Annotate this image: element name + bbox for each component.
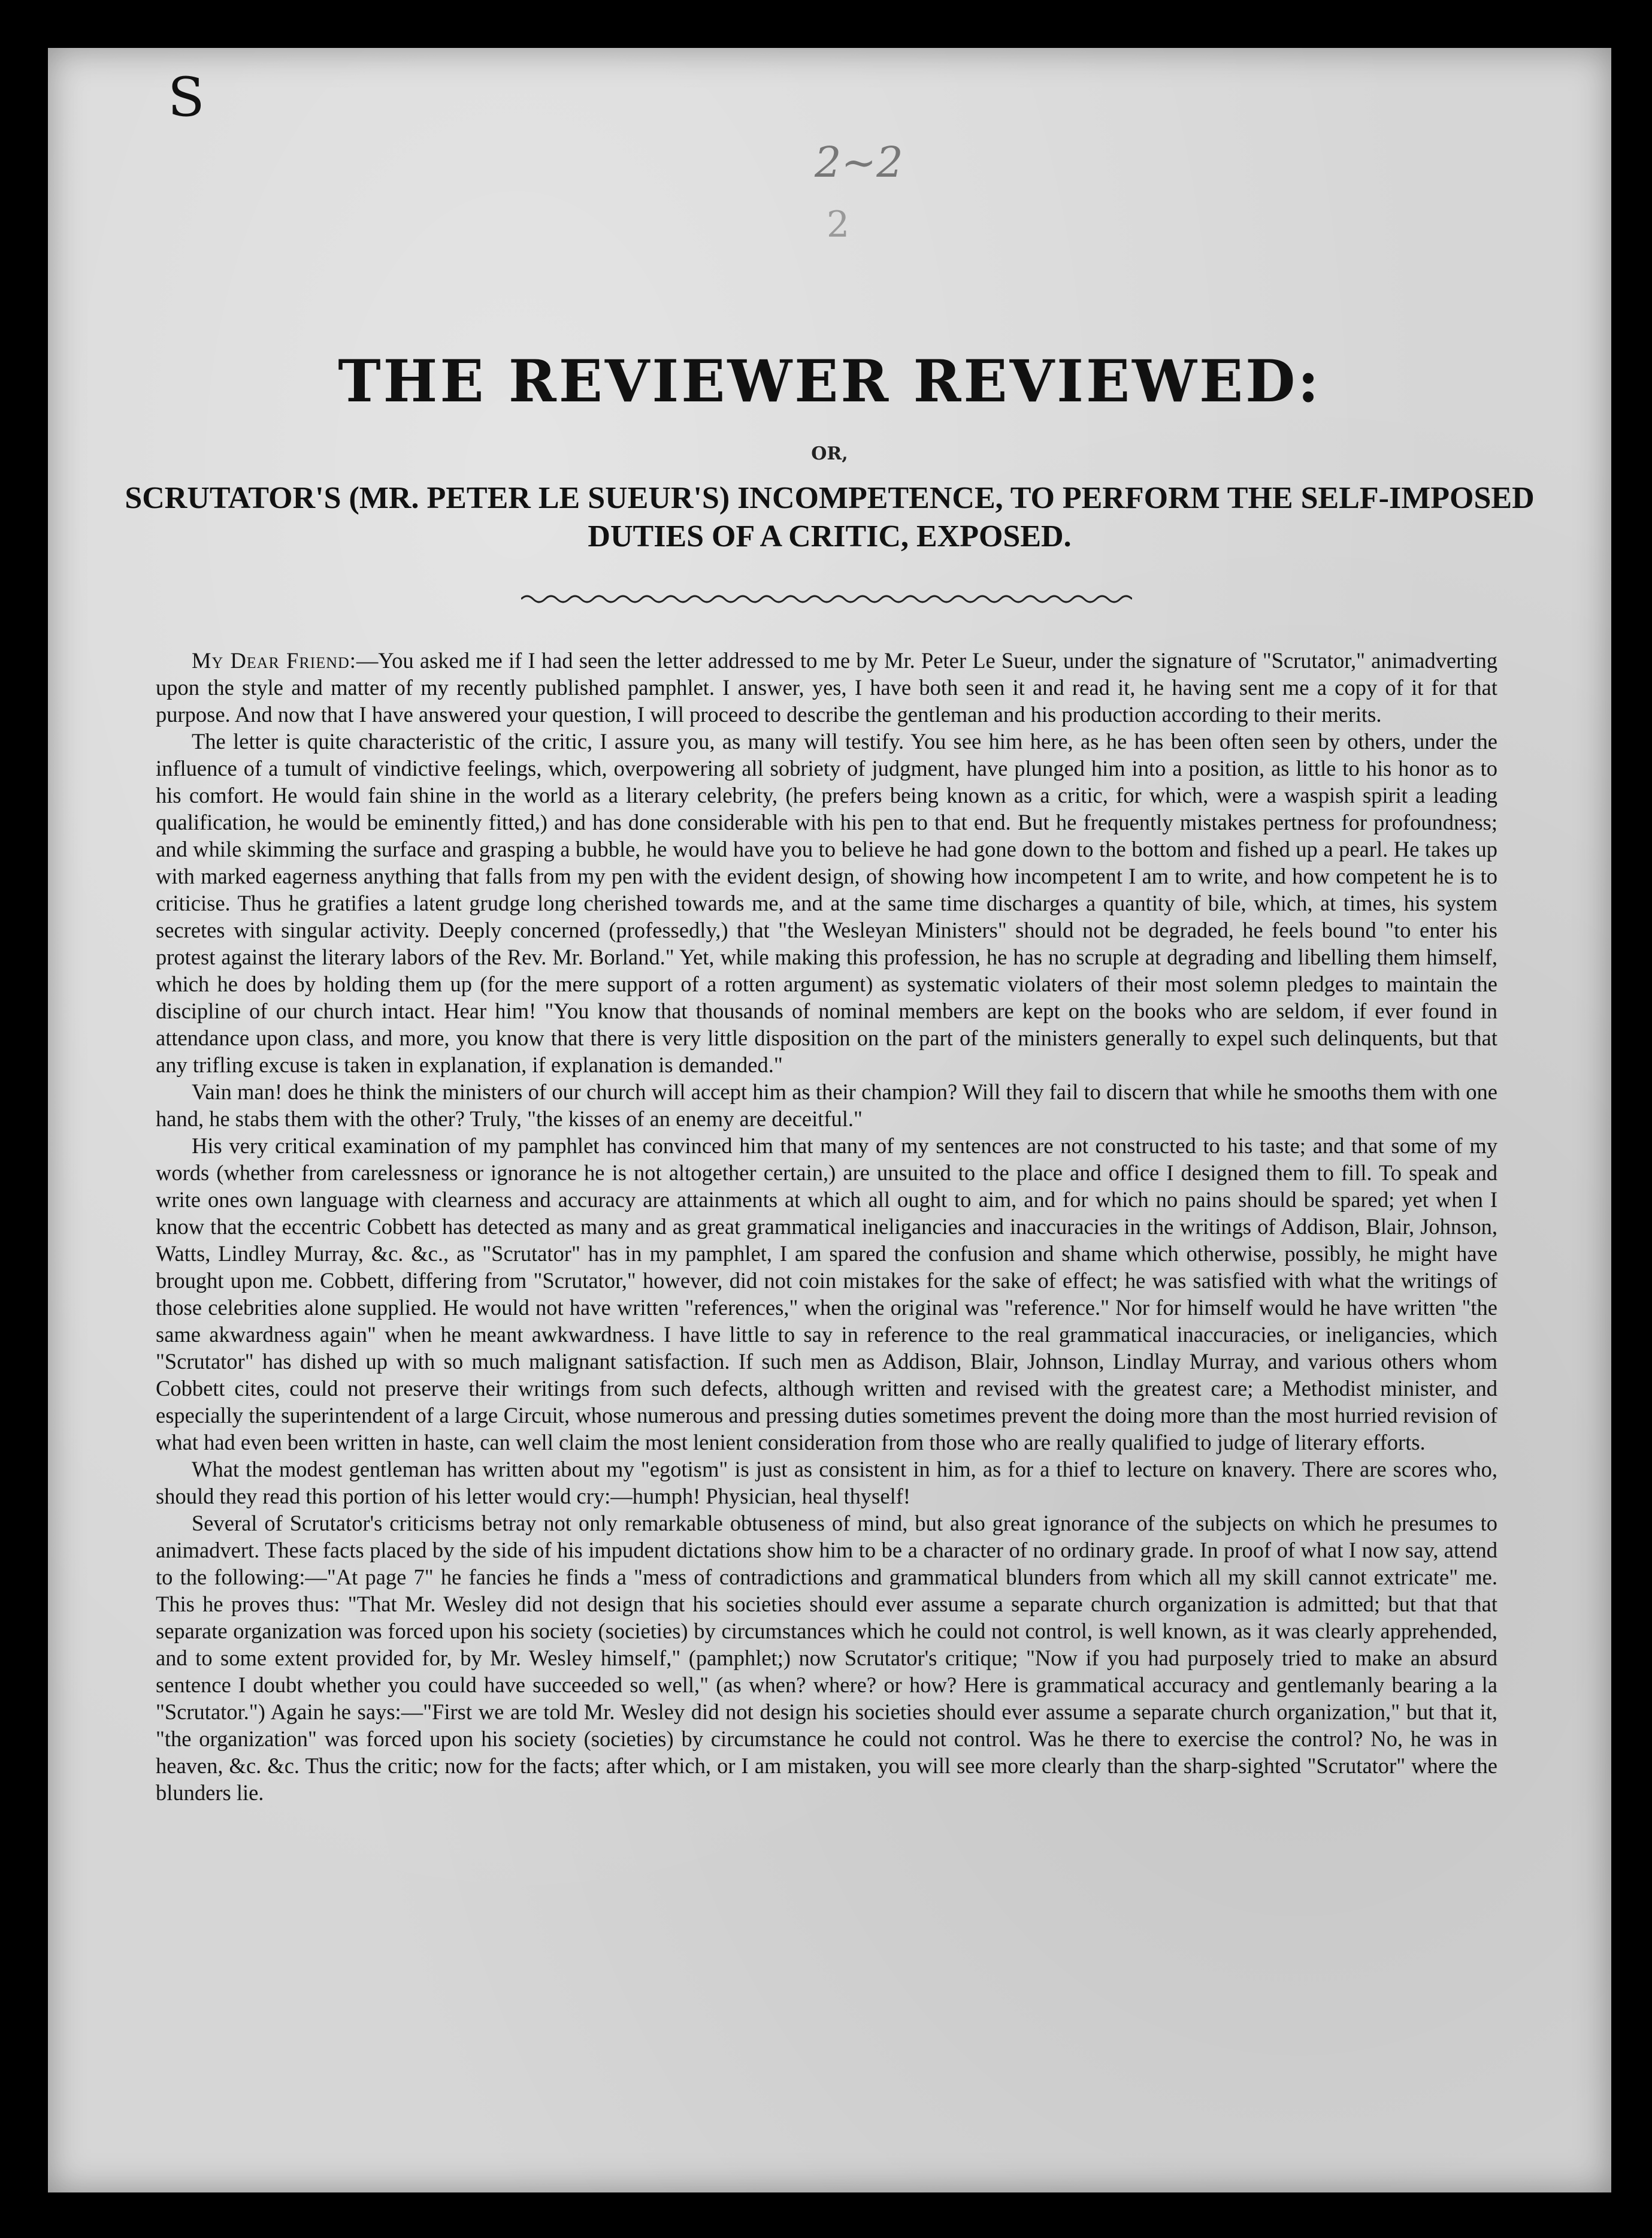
- decorative-wavy-rule: [521, 590, 1132, 608]
- paragraph-4: His very critical examination of my pamphlet has convinced him that many of my sentences are not constructed to his taste; and that some of my words (whether from carelessness or ignorance he is not altogether certain,) are unsuited to the place and office I designed them to fill. To speak and write ones own language with clearness and accuracy are attainments at which all ought to aim, and for which no pains should be spared; yet when I know that the eccentric Cobbett has detected as many and as great grammatical ineligancies and inaccuracies in the writings of Addison, Blair, Johnson, Watts, Lindley Murray, &c. &c., as "Scrutator" has in my pamphlet, I am spared the confusion and shame which otherwise, possibly, he might have brought upon me. Cobbett, differing from "Scrutator," however, did not coin mistakes for the sake of effect; he was satisfied with what the writings of those celebrities alone supplied. He would not have written "references," when the original was "reference." Nor for himself would he have written "the same akwardness again" when he meant awkwardness. I have little to say in reference to the real grammatical inaccuracies, or ineligancies, which "Scrutator" has dished up with so much malignant satisfaction. If such men as Addison, Blair, Johnson, Lindlay Murray, and various others whom Cobbett cites, could not preserve their writings from such defects, although written and revised with the greatest care; a Methodist minister, and especially the superintendent of a large Circuit, whose numerous and pressing duties sometimes prevent the doing more than the most hurried revision of what had even been written in haste, can well claim the most lenient consideration from those who are really qualified to judge of literary efforts.: [156, 1133, 1497, 1454]
- pencil-annotation: 2~2: [815, 138, 903, 187]
- document-subtitle: SCRUTATOR'S (MR. PETER LE SUEUR'S) INCOMPETENCE, TO PERFORM THE SELF-IMPOSED DUTIES OF A CRITIC, EXPOSED.: [125, 481, 1535, 554]
- paragraph-text: —You asked me if I had seen the letter addressed to me by Mr. Peter Le Sueur, under the signature of "Scrutator," animadverting upon the style and matter of my recently published pamphlet. I answer, yes, I have both seen it and read it, he having sent me a copy of it for that purpose. And now that I have answered your question, I will proceed to describe the gentleman and his production according to their merits.: [156, 648, 1498, 727]
- corner-handwritten-mark: S: [168, 66, 205, 129]
- letter-body: [156, 647, 1497, 1806]
- paragraph-2: The letter is quite characteristic of the critic, I assure you, as many will testify. You see him here, as he has been often seen by others, under the influence of a tumult of vindictive feelings, which, overpowering all sobriety of judgment, have plunged him into a position, as little to his honor as to his comfort. He would fain shine in the world as a literary celebrity, (he prefers being known as a critic, for which, were a waspish spirit a leading qualification, he would be eminently fitted,) and has done considerable with his pen to that end. But he frequently mistakes pertness for profoundness; and while skimming the surface and grasping a bubble, he would have you to believe he had gone down to the bottom and fished up a pearl. He takes up with marked eagerness anything that falls from my pen with the evident design, of showing how incompetent I am to write, and how competent he is to criticise. Thus he gratifies a latent grudge long cherished towards me, and at the same time discharges a quantity of bile, which, at times, his system secretes with singular activity. Deeply concerned (professedly,) that "the Wesleyan Ministers" should not be degraded, he feels bound "to enter his protest against the literary labors of the Rev. Mr. Borland." Yet, while making this profession, he has no scruple at degrading and libelling them himself, which he does by holding them up (for the mere support of a rotten argument) as systematic violaters of their most solemn pledges to maintain the discipline of our church intact. Hear him! "You know that thousands of nominal members are kept on the books who are seldom, if ever found in attendance upon class, and more, you know that there is very little disposition on the part of the ministers generally to expel such delinquents, but that any trifling excuse is taken in explanation, if explanation is demanded.": [156, 729, 1497, 1077]
- title-connector: OR,: [811, 443, 848, 464]
- paragraph-3: Vain man! does he think the ministers of our church will accept him as their champion? Will they fail to discern that while he smooths them with one hand, he stabs them with the other? Truly, "the kisses of an enemy are deceitful.": [156, 1079, 1497, 1131]
- page-number: 2: [827, 204, 850, 246]
- document-title: THE REVIEWER REVIEWED:: [338, 347, 1321, 415]
- document-page: [48, 48, 1611, 2192]
- paragraph-5: What the modest gentleman has written about my "egotism" is just as consistent in him, as for a thief to lecture on knavery. There are scores who, should they read this portion of his letter would cry:—humph! Physician, heal thyself!: [156, 1457, 1497, 1508]
- paragraph-1: [156, 647, 1497, 728]
- paragraph-6: Several of Scrutator's criticisms betray not only remarkable obtuseness of mind, but also great ignorance of the subjects on which he presumes to animadvert. These facts placed by the side of his impudent dictations show him to be a character of no ordinary grade. In proof of what I now say, attend to the following:—"At page 7" he fancies he finds a "mess of contradictions and grammatical blunders from which all my skill cannot extricate" me. This he proves thus: "That Mr. Wesley did not design that his societies should ever assume a separate church organization is admitted; but that that separate organization was forced upon his society (societies) by circumstances which he could not control, is well known, as it was clearly apprehended, and to some extent provided for, by Mr. Wesley himself," (pamphlet;) now Scrutator's critique; "Now if you had purposely tried to make an absurd sentence I doubt whether you could have succeeded so well," (as when? where? or how? Here is grammatical accuracy and gentlemanly bearing a la "Scrutator.") Again he says:—"First we are told Mr. Wesley did not design his societies should ever assume a separate church organization," but that it, "the organization" was forced upon his society (societies) by circumstance he could not control. Was he there to exercise the control? No, he was in heaven, &c. &c. Thus the critic; now for the facts; after which, or I am mistaken, you will see more clearly than the sharp-sighted "Scrutator" where the blunders lie.: [156, 1511, 1497, 1805]
- salutation: My Dear Friend:: [192, 648, 356, 673]
